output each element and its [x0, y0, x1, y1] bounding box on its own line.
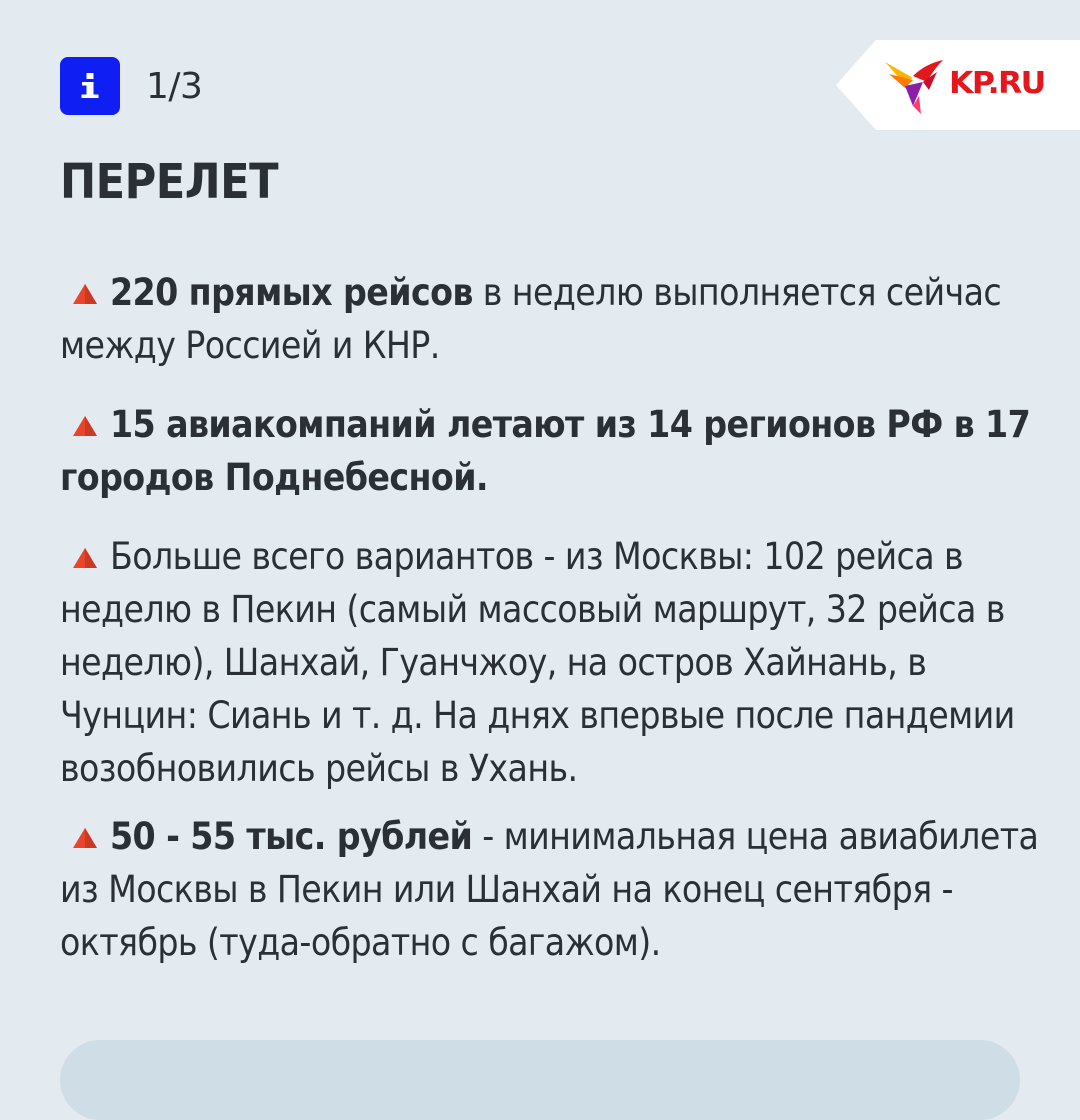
fact-text: Больше всего вариантов - из Москвы: 102 рейса в неделю в Пекин (самый массовый маршрут, 32 рейса в неделю), Шанхай, Гуанчжоу, на остров Хайнань, в Чунцин: Сиань и т. д. На днях впервые после пандемии возобновились рейсы в Ухань.: [60, 535, 1015, 790]
red-triangle-icon: [72, 827, 98, 849]
fact-text: в неделю выполняется сейчас между Россией и КНР.: [60, 271, 1002, 367]
fact-text: - минимальная цена авиабилета из Москвы в Пекин или Шанхай на конец сентября - октябрь (туда-обратно с багажом).: [60, 815, 1039, 964]
page-counter: 1/3: [146, 66, 203, 107]
page-title: ПЕРЕЛЕТ: [60, 154, 279, 210]
kp-logo: [836, 40, 1080, 130]
info-icon: [60, 57, 120, 115]
swallow-bird-logo-icon: [883, 56, 947, 116]
red-triangle-icon: [72, 547, 98, 569]
paragraph-direct-flights: [60, 266, 1040, 372]
bold-fact: 220 прямых рейсов: [110, 271, 473, 314]
paragraph-ticket-price: [60, 810, 1040, 969]
red-triangle-icon: [72, 283, 98, 305]
red-triangle-icon: [72, 415, 98, 437]
bottom-panel: [60, 1040, 1020, 1120]
bold-fact: 15 авиакомпаний летают из 14 регионов РФ в 17 городов Поднебесной.: [60, 403, 1031, 499]
logo-text: KP.RU: [949, 66, 1045, 101]
paragraph-moscow-routes: [60, 530, 1040, 795]
paragraph-airlines: [60, 398, 1040, 504]
bold-fact: 50 - 55 тыс. рублей: [110, 815, 473, 858]
